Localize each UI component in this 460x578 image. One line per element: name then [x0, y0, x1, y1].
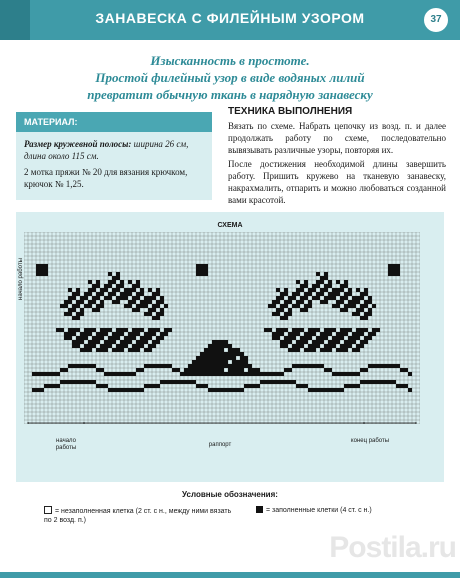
materials-yarn — [16, 162, 212, 190]
materials-box — [16, 112, 212, 200]
scheme-side-label: начало работы — [18, 258, 24, 300]
subtitle-line-1: Изысканность в простоте. — [150, 53, 310, 68]
materials-size-value: ширина 26 см, — [133, 139, 189, 149]
page-number-badge: 37 — [422, 6, 450, 34]
legend-filled-text: = заполненные клетки (4 ст. с н.) — [266, 507, 372, 514]
intro-subtitle — [40, 52, 420, 103]
technique-paragraph-1: Вязать по схеме. Набрать цепочку из возд. п. и далее продолжать работу по схеме, последовательно вывязывать различные узоры, повторяя их. — [228, 121, 446, 155]
empty-square-icon — [44, 506, 52, 514]
scheme-repeat-label: раппорт — [208, 442, 232, 448]
page-header — [0, 0, 460, 40]
footer-bar — [0, 572, 460, 578]
filet-scheme-grid — [24, 232, 420, 424]
technique-heading: ТЕХНИКА ВЫПОЛНЕНИЯ — [228, 106, 353, 117]
legend-filled — [256, 506, 436, 515]
subtitle-line-3: превратит обычную ткань в нарядную занавеску — [87, 87, 373, 102]
page-title: ЗАНАВЕСКА С ФИЛЕЙНЫМ УЗОРОМ — [95, 10, 365, 26]
watermark: Postila.ru — [329, 531, 456, 564]
materials-hook-text: крючок № 1,25. — [24, 179, 84, 189]
materials-size-label: Размер кружевной полосы: — [24, 139, 132, 149]
materials-size — [16, 132, 212, 162]
filled-square-icon — [256, 506, 263, 513]
legend-empty — [44, 506, 234, 525]
materials-heading: МАТЕРИАЛ: — [16, 112, 212, 132]
subtitle-line-2: Простой филейный узор в виде водяных лилий — [95, 70, 365, 85]
materials-yarn-text: 2 мотка пряжи № 20 для вязания крючком, — [24, 167, 188, 177]
technique-paragraph-2: После достижения необходимой длины завершить работу. Пришить кружево на тканевую занавеску, накрахмалить, отпарить и можно любоваться созданной вами красотой. — [228, 159, 446, 205]
legend-title: Условные обозначения: — [182, 490, 278, 499]
scheme-brackets — [28, 422, 416, 424]
materials-size-value-2: длина около 115 см. — [24, 151, 99, 161]
scheme-end-label: конец работы — [350, 438, 390, 444]
scheme-title: СХЕМА — [217, 222, 243, 229]
technique-section — [228, 106, 446, 208]
legend-empty-text: = незаполненная клетка (2 ст. с н., между ними вязать по 2 возд. п.) — [44, 508, 232, 524]
scheme-start-label: начало работы — [55, 438, 77, 451]
